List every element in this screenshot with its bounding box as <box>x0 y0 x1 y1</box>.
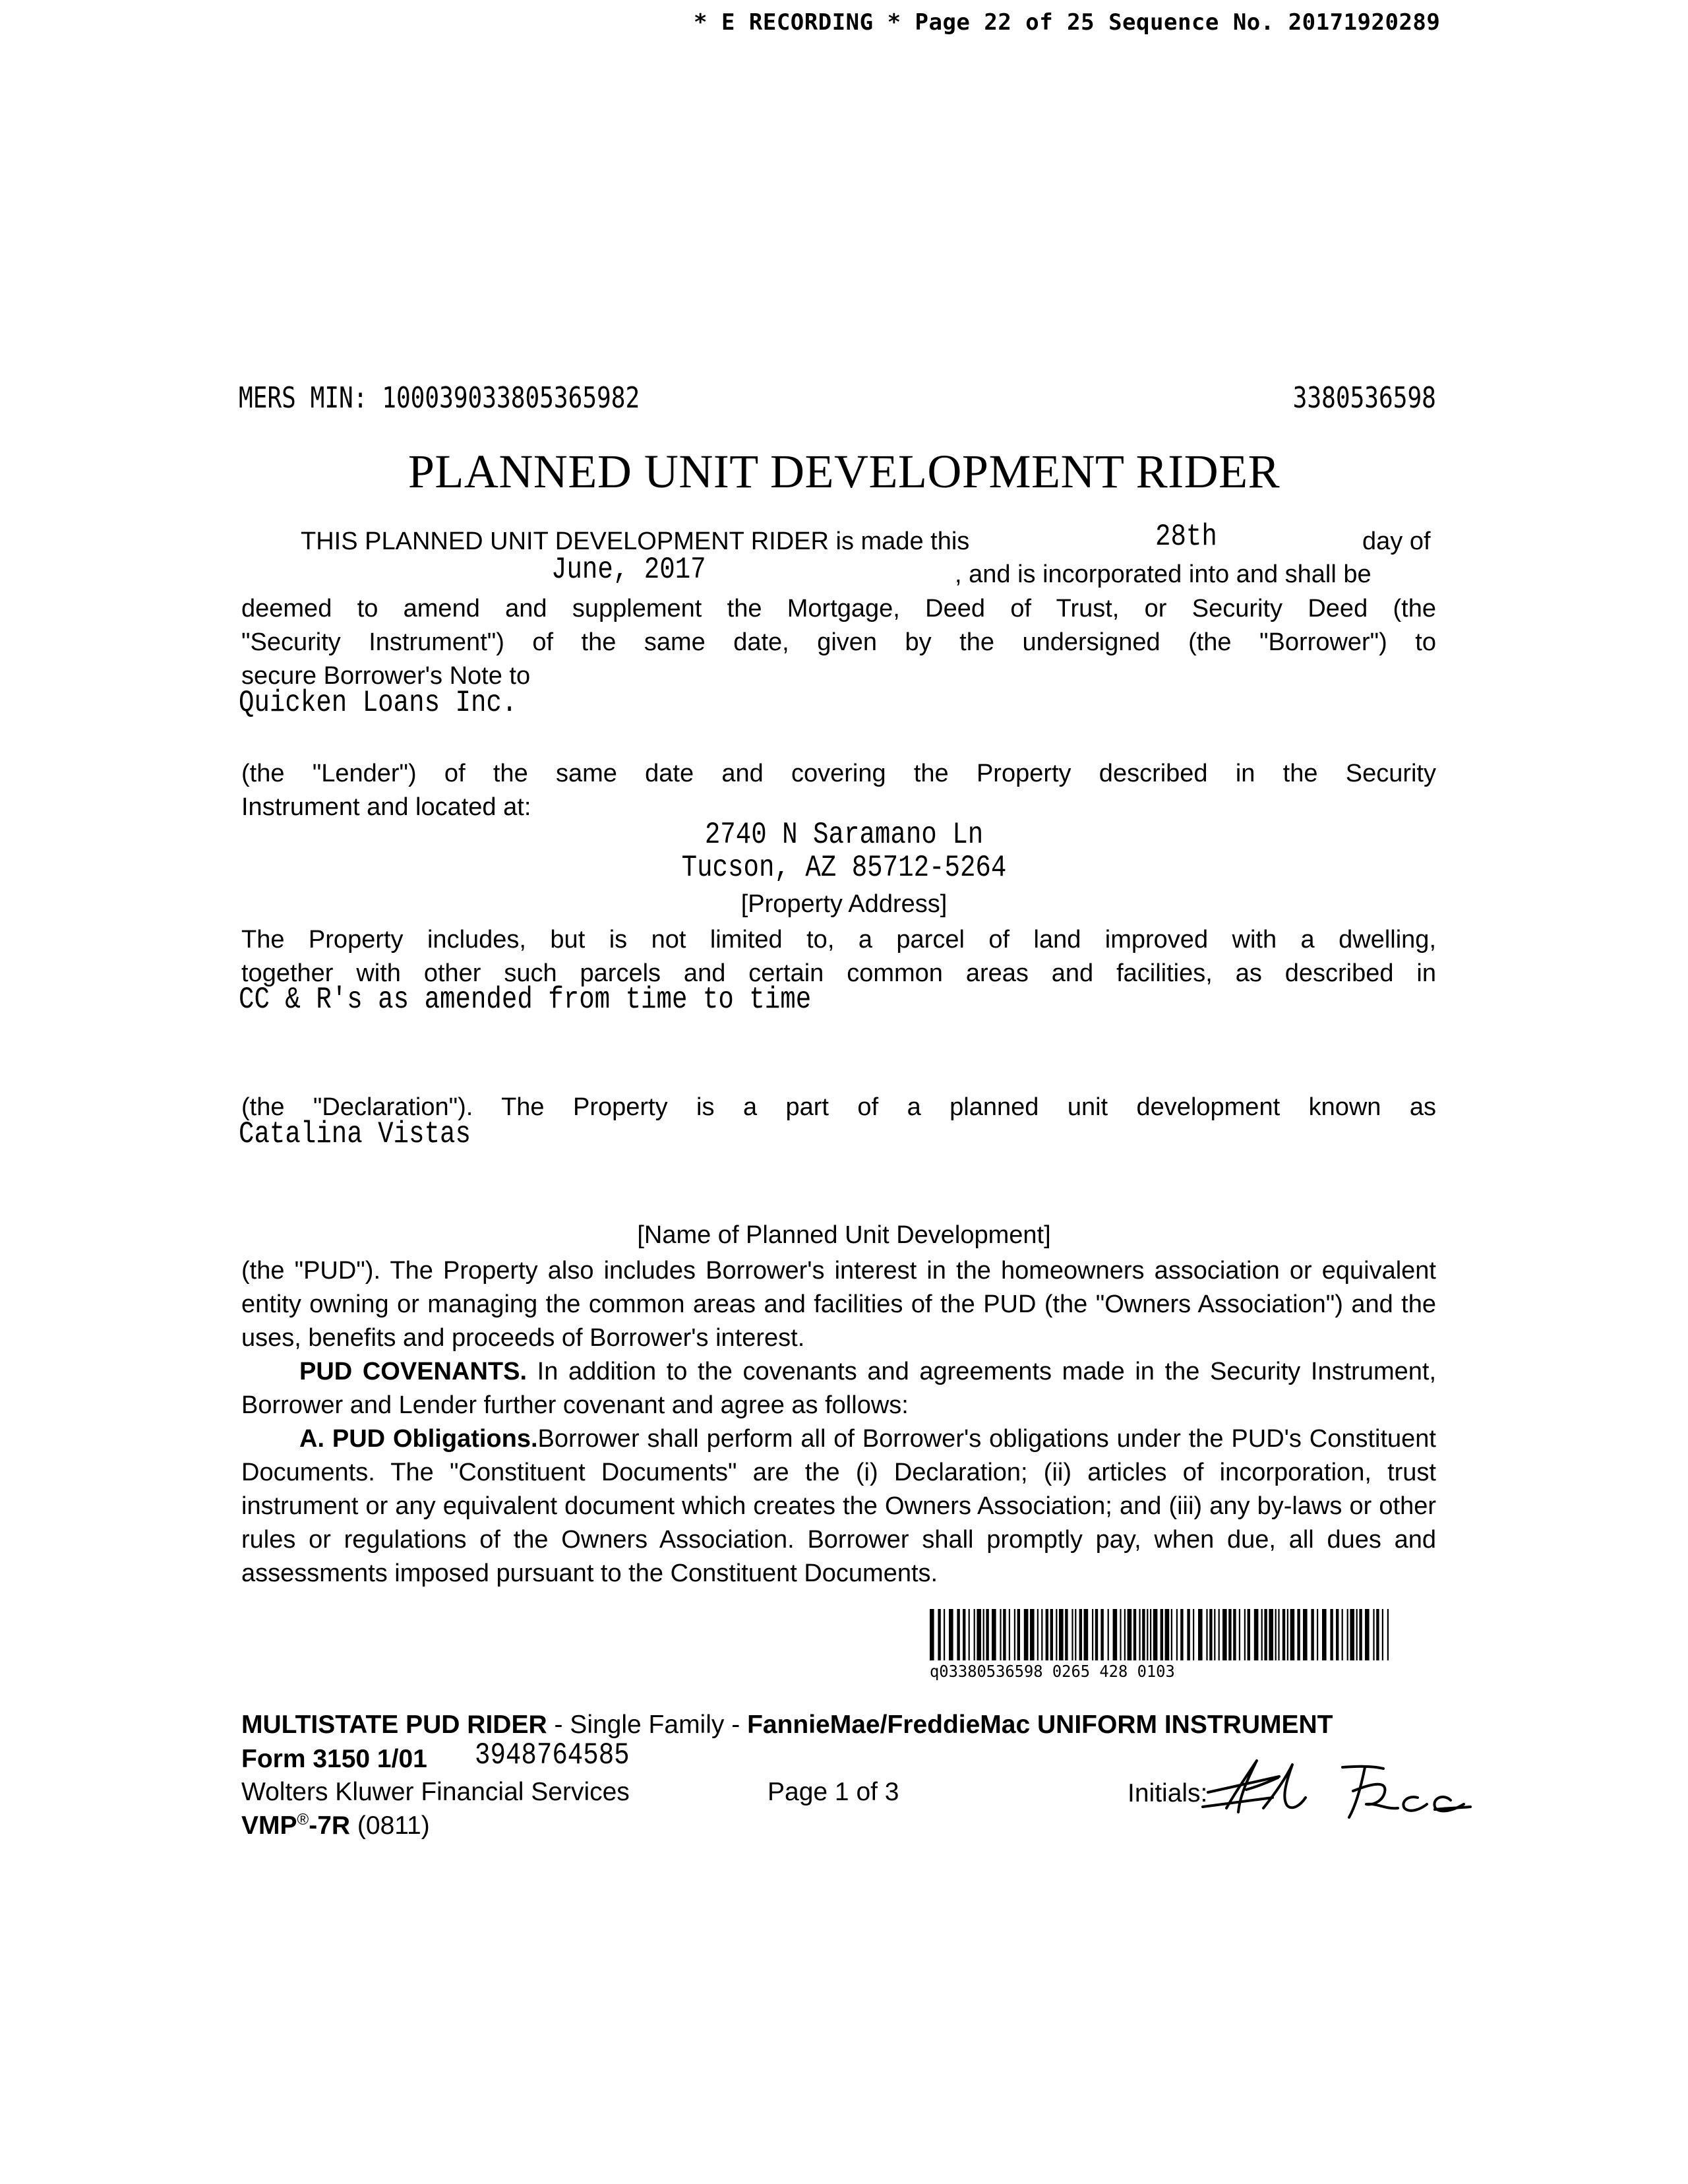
barcode-bar <box>1128 1609 1132 1660</box>
pud-paragraph: (the "PUD"). The Property also includes Borrower's interest in the homeowners association or equivalent entity owning or managing the common areas and facilities of the PUD (the "Owners Association") and the uses, benefits and proceeds of Borrower's interest. <box>241 1257 1436 1352</box>
barcode-bar <box>1193 1609 1194 1660</box>
barcode-bar <box>1030 1609 1035 1660</box>
intro-lead-title: THIS PLANNED UNIT DEVELOPMENT RIDER <box>301 528 829 555</box>
day-value: 28th <box>1155 520 1217 554</box>
barcode-bar <box>1254 1609 1259 1660</box>
form-title <box>241 1711 1333 1740</box>
barcode-bar <box>977 1609 981 1660</box>
barcode-bar <box>1124 1609 1126 1660</box>
property-line-1: The Property includes, but is not limited to, a parcel of land improved with a dwelling, <box>241 926 1436 954</box>
covenants-paragraph <box>241 1355 1436 1422</box>
barcode-bar <box>1075 1609 1076 1660</box>
intro-line-4: secure Borrower's Note to <box>241 662 531 690</box>
barcode-bar <box>1056 1609 1057 1660</box>
intro-made-this: is made this <box>835 528 970 555</box>
pud-name-value: Catalina Vistas <box>239 1117 471 1151</box>
barcode-bar <box>1079 1609 1082 1660</box>
initials-signature <box>1200 1754 1477 1827</box>
barcode-bar <box>1322 1609 1327 1660</box>
vmp-version: (0811) <box>357 1811 430 1840</box>
barcode-bar <box>1359 1609 1362 1660</box>
declaration-line: (the "Declaration"). The Property is a part of a planned unit development known as <box>241 1093 1436 1121</box>
barcode-bar <box>1017 1609 1020 1660</box>
address-caption: [Property Address] <box>740 890 948 918</box>
lender-value: Quicken Loans Inc. <box>239 686 518 720</box>
barcode-bar <box>983 1609 984 1660</box>
barcode-bar <box>1342 1609 1343 1660</box>
barcode-caption: q03380536598 0265 428 0103 <box>930 1662 1175 1681</box>
barcode-bar <box>1282 1609 1285 1660</box>
lender-line-1: (the "Lender") of the same date and covering the Property described in the Security <box>241 760 1436 787</box>
barcode-bar <box>1147 1609 1148 1660</box>
vmp-reg: ® <box>297 1811 309 1829</box>
publisher: Wolters Kluwer Financial Services <box>241 1778 630 1806</box>
barcode-bar <box>1160 1609 1163 1660</box>
barcode-bar <box>1171 1609 1172 1660</box>
barcode-bar <box>1382 1609 1383 1660</box>
loan-number: 3380536598 <box>1292 381 1436 415</box>
lender-line-2: Instrument and located at: <box>241 793 531 821</box>
section-a-paragraph <box>241 1422 1436 1591</box>
form-title-rider: MULTISTATE PUD RIDER <box>241 1711 547 1739</box>
vmp-label: VMP <box>241 1811 297 1840</box>
barcode-bar <box>1330 1609 1333 1660</box>
form-title-uniform: FannieMae/FreddieMac UNIFORM INSTRUMENT <box>747 1711 1333 1739</box>
day-of-label: day of <box>1362 528 1431 555</box>
intro-lead <box>301 528 969 556</box>
vmp-line <box>241 1811 430 1840</box>
barcode <box>928 1609 1394 1660</box>
recording-header: * E RECORDING * Page 22 of 25 Sequence No. 20171920289 <box>694 9 1441 36</box>
barcode-bar <box>1214 1609 1215 1660</box>
barcode-bar <box>1311 1609 1313 1660</box>
barcode-bar <box>957 1609 959 1660</box>
barcode-bar <box>1303 1609 1308 1660</box>
section-a-heading: A. PUD Obligations. <box>299 1425 538 1453</box>
barcode-bar <box>1264 1609 1267 1660</box>
barcode-bar <box>930 1609 934 1660</box>
barcode-bar <box>1373 1609 1374 1660</box>
barcode-bar <box>1084 1609 1089 1660</box>
address-line-2: Tucson, AZ 85712-5264 <box>681 851 1007 885</box>
barcode-bar <box>1071 1609 1073 1660</box>
barcode-bar <box>1317 1609 1318 1660</box>
barcode-bar <box>1153 1609 1158 1660</box>
barcode-bar <box>944 1609 945 1660</box>
barcode-bar <box>1000 1609 1001 1660</box>
pud-name-caption: [Name of Planned Unit Development] <box>637 1221 1051 1249</box>
barcode-graphic <box>928 1609 1394 1660</box>
barcode-bar <box>949 1609 953 1660</box>
barcode-bar <box>1239 1609 1240 1660</box>
barcode-bar <box>1219 1609 1220 1660</box>
barcode-bar <box>1100 1609 1103 1660</box>
barcode-bar <box>1376 1609 1379 1660</box>
vmp-code: -7R <box>309 1811 351 1840</box>
barcode-bar <box>1347 1609 1348 1660</box>
barcode-bar <box>1287 1609 1288 1660</box>
barcode-bar <box>1297 1609 1300 1660</box>
barcode-bar <box>1142 1609 1145 1660</box>
barcode-bar <box>1095 1609 1098 1660</box>
barcode-bar <box>1003 1609 1006 1660</box>
barcode-bar <box>1165 1609 1170 1660</box>
page-title: PLANNED UNIT DEVELOPMENT RIDER <box>407 445 1281 498</box>
barcode-bar <box>1187 1609 1190 1660</box>
barcode-bar <box>1009 1609 1010 1660</box>
barcode-bar <box>1041 1609 1042 1660</box>
barcode-bar <box>1356 1609 1358 1660</box>
barcode-bar <box>1248 1609 1250 1660</box>
barcode-bar <box>1244 1609 1246 1660</box>
barcode-bar <box>1014 1609 1015 1660</box>
property-line-2: together with other such parcels and certain common areas and facilities, as described in <box>241 959 1436 987</box>
barcode-bar <box>1133 1609 1136 1660</box>
address-line-1: 2740 N Saramano Ln <box>704 818 984 852</box>
section-a-text: Borrower shall perform all of Borrower's obligations under the PUD's Constituent Documents. The "Constituent Documents" are the (i) Declaration; (ii) articles of incorporation, trust instrument or any equivalent document which creates the Owners Association; and (iii) any by-laws or other rules or regulations of the Owners Association. Borrower shall promptly pay, when due, all dues and assessments imposed pursuant to the Constituent Documents. <box>241 1425 1436 1587</box>
barcode-bar <box>1206 1609 1207 1660</box>
barcode-bar <box>1092 1609 1093 1660</box>
barcode-bar <box>974 1609 975 1660</box>
barcode-bar <box>1180 1609 1183 1660</box>
barcode-bar <box>1050 1609 1053 1660</box>
barcode-bar <box>1120 1609 1121 1660</box>
initials-label: Initials: <box>1128 1779 1208 1807</box>
page-number: Page 1 of 3 <box>768 1778 899 1806</box>
barcode-bar <box>1350 1609 1354 1660</box>
barcode-bar <box>1387 1609 1389 1660</box>
barcode-bar <box>938 1609 940 1660</box>
barcode-bar <box>1275 1609 1277 1660</box>
barcode-bar <box>1278 1609 1279 1660</box>
barcode-bar <box>992 1609 996 1660</box>
barcode-bar <box>1150 1609 1151 1660</box>
form-title-family: - Single Family - <box>554 1711 740 1739</box>
mers-min: MERS MIN: 100039033805365982 <box>239 381 640 415</box>
barcode-bar <box>963 1609 965 1660</box>
barcode-bar <box>1222 1609 1227 1660</box>
barcode-bar <box>1139 1609 1140 1660</box>
covenants-text: In addition to the covenants and agreements made in the Security Instrument, Borrower and Lender further covenant and agree as follows: <box>241 1358 1436 1419</box>
covenants-heading: PUD COVENANTS. <box>299 1358 527 1385</box>
barcode-bar <box>1108 1609 1109 1660</box>
barcode-bar <box>986 1609 988 1660</box>
barcode-bar <box>1024 1609 1029 1660</box>
incorporated-text: , and is incorporated into and shall be <box>955 561 1372 588</box>
barcode-bar <box>1198 1609 1203 1660</box>
doc-number: 3948764585 <box>475 1738 630 1773</box>
barcode-bar <box>1037 1609 1039 1660</box>
barcode-bar <box>1365 1609 1370 1660</box>
barcode-bar <box>1336 1609 1339 1660</box>
barcode-bar <box>1065 1609 1068 1660</box>
form-number: Form 3150 1/01 <box>241 1745 427 1773</box>
barcode-bar <box>1269 1609 1273 1660</box>
barcode-bar <box>1113 1609 1118 1660</box>
barcode-bar <box>1228 1609 1231 1660</box>
intro-line-3: "Security Instrument") of the same date, given by the undersigned (the "Borrower") to <box>241 628 1436 656</box>
intro-line-2: deemed to amend and supplement the Mortgage, Deed of Trust, or Security Deed (the <box>241 595 1436 622</box>
barcode-bar <box>1176 1609 1178 1660</box>
month-year-value: June, 2017 <box>551 553 706 587</box>
barcode-bar <box>1233 1609 1236 1660</box>
barcode-bar <box>1261 1609 1263 1660</box>
barcode-bar <box>1290 1609 1295 1660</box>
barcode-bar <box>969 1609 970 1660</box>
declaration-value: CC & R's as amended from time to time <box>239 983 812 1017</box>
barcode-bar <box>1209 1609 1212 1660</box>
barcode-bar <box>1059 1609 1064 1660</box>
barcode-bar <box>1046 1609 1048 1660</box>
